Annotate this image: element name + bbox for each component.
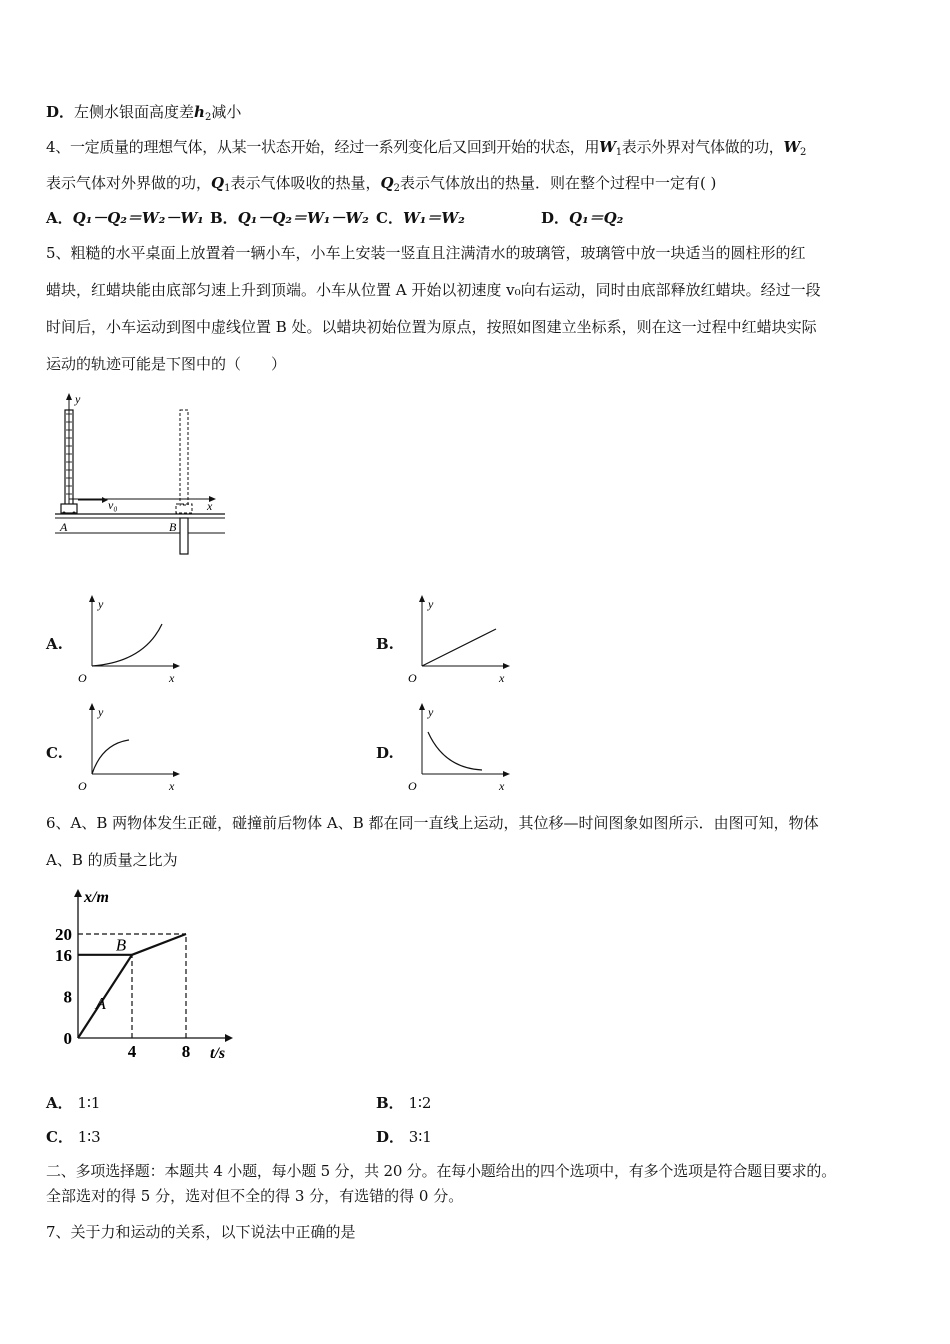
fig-b-label: B bbox=[169, 520, 177, 534]
q5-option-d-graph bbox=[404, 702, 514, 794]
x-tick-label-0: 4 bbox=[127, 1042, 137, 1061]
q4-option-b: B．Q₁－Q₂＝W₁－W₂ bbox=[210, 209, 369, 227]
q6-line-1: 6、A、B 两物体发生正碰，碰撞前后物体 A、B 都在同一直线上运动，其位移—时间图象如图所示．由图可知，物体 bbox=[46, 814, 819, 832]
cart-tube-figure bbox=[50, 392, 230, 562]
y-tick-label-2: 16 bbox=[55, 945, 72, 965]
q5-option-a-label: A. bbox=[46, 635, 63, 653]
y-axis-arrow bbox=[74, 889, 82, 897]
x-label: x bbox=[499, 779, 505, 793]
section2-line-2: 全部选对的得 5 分，选对但不全的得 3 分，有选错的得 0 分。 bbox=[46, 1187, 464, 1205]
y-label: y bbox=[98, 705, 104, 719]
y-tick-label-0: 0 bbox=[63, 1029, 72, 1048]
q4-line-2: 表示气体对外界做的功，$Q_1$表示气体吸收的热量，$Q_2$表示气体放出的热量．则在整个过程中一定有( ) bbox=[46, 174, 717, 194]
x-label: x bbox=[169, 779, 175, 793]
q6-option-c: C． 1∶3 bbox=[46, 1128, 101, 1146]
x-axis-arrow bbox=[225, 1034, 233, 1042]
q6-option-a: A． 1∶1 bbox=[46, 1094, 101, 1112]
q5-line-2: 蜡块，红蜡块能由底部匀速上升到顶端。小车从位置 A 开始以初速度 v₀向右运动，同时由底部释放红蜡块。经过一段 bbox=[46, 281, 821, 299]
q6-option-b: B． 1∶2 bbox=[376, 1094, 432, 1112]
fig-x-label: x bbox=[207, 499, 213, 513]
y-tick-label-3: 20 bbox=[55, 925, 72, 944]
option-label: D． bbox=[46, 103, 75, 121]
q5-line-1: 5、粗糙的水平桌面上放置着一辆小车，小车上安装一竖直且注满清水的玻璃管，玻璃管中放一块适当的圆柱形的红 bbox=[46, 244, 806, 262]
x-tick-label-1: 8 bbox=[181, 1042, 191, 1061]
q6-line-2: A、B 的质量之比为 bbox=[46, 851, 178, 869]
x-axis-title: t/s bbox=[210, 1045, 226, 1062]
q5-option-b-label: B. bbox=[376, 635, 394, 653]
origin-label: O bbox=[78, 779, 87, 793]
q5-line-4: 运动的轨迹可能是下图中的（ ） bbox=[46, 355, 287, 373]
q5-option-c-graph bbox=[74, 702, 184, 794]
q5-line-3: 时间后，小车运动到图中虚线位置 B 处。以蜡块初始位置为原点，按照如图建立坐标系，则在这一过程中红蜡块实际 bbox=[46, 318, 817, 336]
x-label: x bbox=[169, 671, 175, 685]
fig-v0-label: v₀ bbox=[108, 498, 118, 512]
y-tick-label-1: 8 bbox=[63, 987, 72, 1007]
fig-y-label: y bbox=[75, 392, 81, 406]
series-line-2 bbox=[132, 934, 186, 955]
series-label-a: A bbox=[95, 993, 106, 1013]
series-label-b: B bbox=[115, 935, 127, 955]
y-label: y bbox=[98, 597, 104, 611]
y-axis-title: x/m bbox=[84, 889, 109, 906]
origin-label: O bbox=[408, 671, 417, 685]
q4-option-a: A．Q₁－Q₂＝W₂－W₁ bbox=[46, 209, 204, 227]
section2-line-1: 二、多项选择题：本题共 4 小题，每小题 5 分，共 20 分。在每小题给出的四个选项中，有多个选项是符合题目要求的。 bbox=[46, 1162, 836, 1180]
q5-option-c-label: C. bbox=[46, 744, 63, 762]
q5-option-a-graph bbox=[74, 594, 184, 686]
q5-option-b-graph bbox=[404, 594, 514, 686]
q4-option-d: D．Q₁＝Q₂ bbox=[541, 209, 624, 227]
q3-option-d: D．左侧水银面高度差$h_2$减小 bbox=[46, 103, 242, 123]
q7-text: 7、关于力和运动的关系，以下说法中正确的是 bbox=[46, 1223, 356, 1241]
origin-label: O bbox=[78, 671, 87, 685]
y-label: y bbox=[428, 705, 434, 719]
y-label: y bbox=[428, 597, 434, 611]
q6-option-d: D． 3∶1 bbox=[376, 1128, 432, 1146]
x-label: x bbox=[499, 671, 505, 685]
q5-option-d-label: D. bbox=[376, 744, 394, 762]
fig-a-label: A bbox=[60, 520, 68, 534]
q4-option-c: C．W₁＝W₂ bbox=[376, 209, 465, 227]
origin-label: O bbox=[408, 779, 417, 793]
q4-line-1: 4、一定质量的理想气体，从某一状态开始，经过一系列变化后又回到开始的状态，用$W_1$表示外界对气体做的功，$W_2$ bbox=[46, 138, 807, 158]
displacement-time-chart bbox=[44, 882, 244, 1062]
